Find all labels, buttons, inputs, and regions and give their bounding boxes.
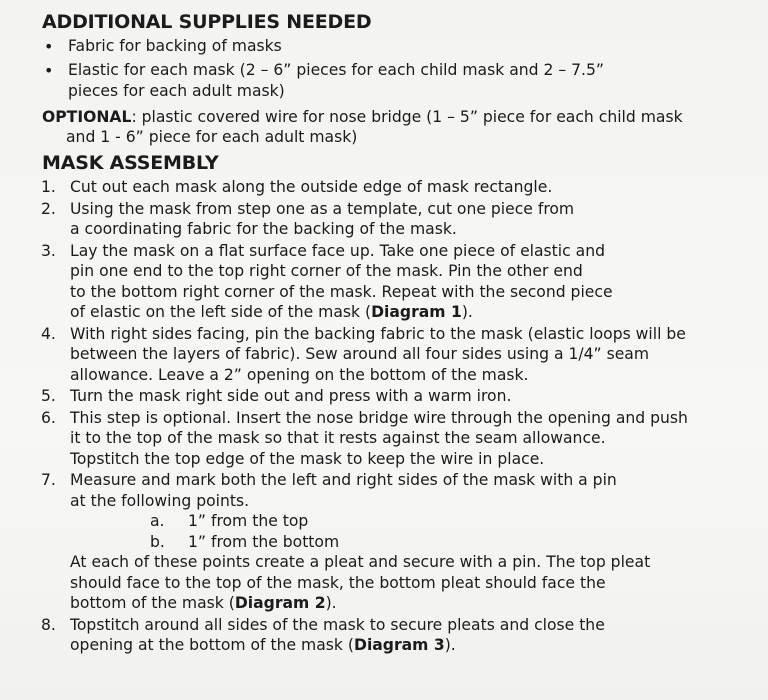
step-text: at the following points. [70, 491, 250, 510]
assembly-steps [41, 177, 748, 656]
step-text: Cut out each mask along the outside edge of mask rectangle. [70, 178, 553, 196]
step-number: 5. [41, 387, 56, 405]
step-4 [41, 324, 748, 386]
step-text: between the layers of fabric). Sew around all four sides using a 1/4” seam [70, 345, 650, 363]
diagram-reference: Diagram 1 [371, 303, 462, 321]
supplies-list [44, 36, 748, 102]
step-text: Topstitch around all sides of the mask to secure pleats and close the [70, 615, 605, 634]
step-text: Turn the mask right side out and press with a warm iron. [70, 387, 512, 405]
sub-item [70, 532, 748, 553]
assembly-heading: MASK ASSEMBLY [42, 152, 219, 174]
supplies-heading: ADDITIONAL SUPPLIES NEEDED [42, 11, 372, 33]
diagram-reference: Diagram 3 [354, 636, 445, 654]
step-text [70, 302, 748, 323]
optional-text: and 1 - 6” piece for each adult mask) [66, 128, 358, 146]
step-text-part: ). [444, 636, 456, 654]
sub-item-letter: b. [150, 532, 165, 551]
optional-text: : plastic covered wire for nose bridge (1 – 5” piece for each child mask [131, 108, 683, 126]
step-text: pin one end to the top right corner of the mask. Pin the other end [70, 262, 583, 280]
step-text [70, 635, 748, 656]
step-8 [41, 615, 748, 656]
item-text: Fabric for backing of masks [68, 37, 282, 55]
step-text: At each of these points create a pleat and secure with a pin. The top pleat [70, 553, 651, 571]
diagram-reference: Diagram 2 [234, 594, 326, 612]
item-text: pieces for each adult mask) [68, 82, 285, 100]
step-number: 6. [41, 408, 56, 427]
step-text: With right sides facing, pin the backing fabric to the mask (elastic loops will be [70, 324, 686, 343]
step-text: Topstitch the top edge of the mask to keep the wire in place. [70, 449, 545, 468]
step-2 [41, 199, 748, 240]
step-text [70, 593, 748, 614]
sub-item [70, 511, 748, 532]
optional-note [42, 107, 748, 147]
step-text-part: of elastic on the left side of the mask ( [70, 303, 372, 321]
step-text: Lay the mask on a flat surface face up. Take one piece of elastic and [70, 241, 605, 260]
bullet-icon: • [44, 61, 54, 80]
step-text-part: ). [461, 303, 473, 321]
step-number: 8. [41, 615, 56, 634]
step-text-part: opening at the bottom of the mask ( [70, 636, 354, 654]
list-item [44, 60, 748, 102]
step-text: should face to the top of the mask, the bottom pleat should face the [70, 573, 606, 592]
bullet-icon: • [44, 37, 54, 56]
step-number: 7. [41, 471, 56, 489]
step-number: 2. [41, 199, 56, 218]
step-6 [41, 408, 748, 470]
sub-item-text: 1” from the bottom [188, 532, 340, 551]
step-text: it to the top of the mask so that it rests against the seam allowance. [70, 429, 606, 447]
step-number: 4. [41, 324, 56, 343]
item-text: Elastic for each mask (2 – 6” pieces for each child mask and 2 – 7.5” [68, 61, 605, 79]
step-3 [41, 241, 748, 323]
sub-item-text: 1” from the top [188, 512, 309, 530]
step-text-part: ). [325, 594, 337, 612]
list-item [44, 36, 748, 57]
step-1 [41, 177, 748, 198]
step-text: This step is optional. Insert the nose bridge wire through the opening and push [70, 408, 688, 427]
step-text: to the bottom right corner of the mask. Repeat with the second piece [70, 282, 613, 301]
step-text-part: bottom of the mask ( [70, 594, 235, 612]
step-7 [41, 470, 748, 614]
step-number: 1. [41, 178, 56, 196]
step-5 [41, 386, 748, 407]
step-text: allowance. Leave a 2” opening on the bottom of the mask. [70, 365, 529, 384]
step-number: 3. [41, 241, 56, 260]
step-text: Measure and mark both the left and right sides of the mask with a pin [70, 471, 617, 489]
optional-label: OPTIONAL [42, 108, 132, 126]
step-text: a coordinating fabric for the backing of the mask. [70, 220, 457, 238]
sub-item-letter: a. [150, 512, 165, 530]
step-text: Using the mask from step one as a template, cut one piece from [70, 199, 575, 218]
